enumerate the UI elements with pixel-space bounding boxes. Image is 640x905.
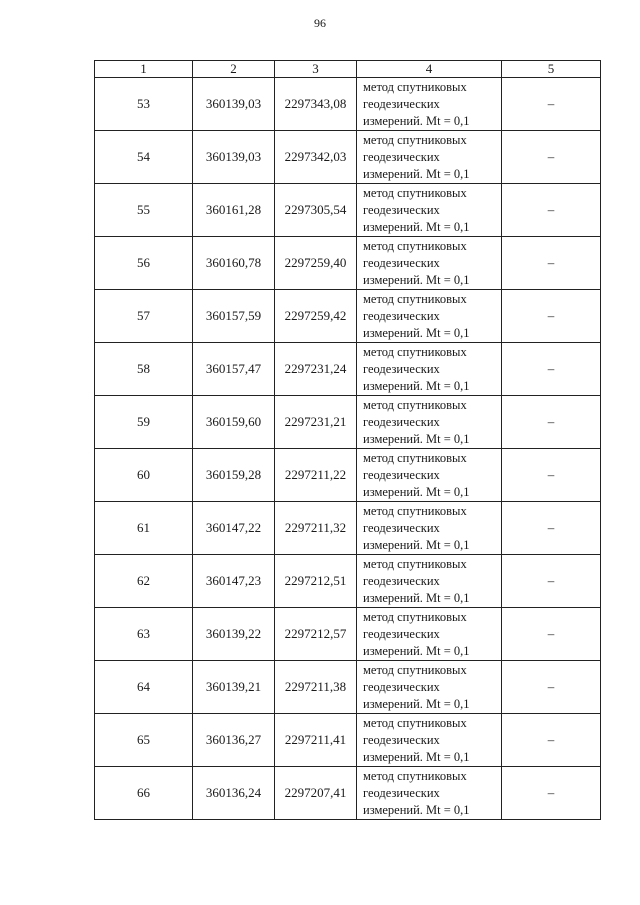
method-text-line: геодезических <box>363 308 440 323</box>
method-text-line: геодезических <box>363 785 440 800</box>
method-text-line: метод спутниковых <box>363 185 467 200</box>
method-text-line: метод спутниковых <box>363 662 467 677</box>
method-text-line: метод спутниковых <box>363 79 467 94</box>
point-number-cell: 64 <box>95 661 193 714</box>
table-row <box>95 78 601 131</box>
point-number-cell: 55 <box>95 184 193 237</box>
method-cell <box>357 343 502 396</box>
method-text-line: измерений. Mt = 0,1 <box>363 378 470 393</box>
x-coordinate-cell: 360147,23 <box>193 555 275 608</box>
point-number-cell: 60 <box>95 449 193 502</box>
method-text-line: геодезических <box>363 255 440 270</box>
header-col-1: 1 <box>95 61 193 78</box>
x-coordinate-cell: 360160,78 <box>193 237 275 290</box>
method-text-line: геодезических <box>363 202 440 217</box>
method-text-line: измерений. Mt = 0,1 <box>363 749 470 764</box>
coordinates-table <box>94 60 601 820</box>
y-coordinate-cell: 2297231,24 <box>275 343 357 396</box>
column-5-cell: – <box>502 184 601 237</box>
y-coordinate-cell: 2297259,40 <box>275 237 357 290</box>
y-coordinate-cell: 2297231,21 <box>275 396 357 449</box>
column-5-cell: – <box>502 290 601 343</box>
column-5-cell: – <box>502 714 601 767</box>
y-coordinate-cell: 2297259,42 <box>275 290 357 343</box>
method-text-line: метод спутниковых <box>363 397 467 412</box>
method-cell <box>357 449 502 502</box>
table-row <box>95 555 601 608</box>
column-5-cell: – <box>502 237 601 290</box>
y-coordinate-cell: 2297211,32 <box>275 502 357 555</box>
method-cell <box>357 237 502 290</box>
point-number-cell: 56 <box>95 237 193 290</box>
method-text-line: геодезических <box>363 361 440 376</box>
method-text-line: измерений. Mt = 0,1 <box>363 113 470 128</box>
method-cell <box>357 502 502 555</box>
method-text-line: геодезических <box>363 149 440 164</box>
method-cell <box>357 608 502 661</box>
point-number-cell: 54 <box>95 131 193 184</box>
y-coordinate-cell: 2297342,03 <box>275 131 357 184</box>
method-text-line: метод спутниковых <box>363 344 467 359</box>
method-cell <box>357 396 502 449</box>
x-coordinate-cell: 360147,22 <box>193 502 275 555</box>
x-coordinate-cell: 360136,24 <box>193 767 275 820</box>
method-text-line: метод спутниковых <box>363 556 467 571</box>
method-text-line: метод спутниковых <box>363 715 467 730</box>
table-row <box>95 449 601 502</box>
x-coordinate-cell: 360159,60 <box>193 396 275 449</box>
method-text-line: измерений. Mt = 0,1 <box>363 219 470 234</box>
table-row <box>95 661 601 714</box>
column-5-cell: – <box>502 396 601 449</box>
column-5-cell: – <box>502 767 601 820</box>
x-coordinate-cell: 360159,28 <box>193 449 275 502</box>
point-number-cell: 57 <box>95 290 193 343</box>
column-5-cell: – <box>502 343 601 396</box>
table-row <box>95 237 601 290</box>
method-text-line: измерений. Mt = 0,1 <box>363 643 470 658</box>
method-text-line: метод спутниковых <box>363 291 467 306</box>
table-header-row <box>95 61 601 78</box>
method-text-line: геодезических <box>363 573 440 588</box>
method-text-line: измерений. Mt = 0,1 <box>363 325 470 340</box>
header-col-3: 3 <box>275 61 357 78</box>
method-text-line: метод спутниковых <box>363 503 467 518</box>
y-coordinate-cell: 2297211,22 <box>275 449 357 502</box>
header-col-5: 5 <box>502 61 601 78</box>
header-col-2: 2 <box>193 61 275 78</box>
method-text-line: геодезических <box>363 96 440 111</box>
method-text-line: измерений. Mt = 0,1 <box>363 431 470 446</box>
table-row <box>95 343 601 396</box>
method-text-line: метод спутниковых <box>363 450 467 465</box>
y-coordinate-cell: 2297343,08 <box>275 78 357 131</box>
method-text-line: геодезических <box>363 679 440 694</box>
method-text-line: геодезических <box>363 467 440 482</box>
point-number-cell: 58 <box>95 343 193 396</box>
method-cell <box>357 78 502 131</box>
y-coordinate-cell: 2297305,54 <box>275 184 357 237</box>
method-cell <box>357 714 502 767</box>
x-coordinate-cell: 360157,47 <box>193 343 275 396</box>
x-coordinate-cell: 360139,22 <box>193 608 275 661</box>
method-cell <box>357 555 502 608</box>
table-row <box>95 502 601 555</box>
x-coordinate-cell: 360139,03 <box>193 131 275 184</box>
method-text-line: измерений. Mt = 0,1 <box>363 484 470 499</box>
method-text-line: измерений. Mt = 0,1 <box>363 272 470 287</box>
table-row <box>95 608 601 661</box>
y-coordinate-cell: 2297207,41 <box>275 767 357 820</box>
method-text-line: геодезических <box>363 626 440 641</box>
method-text-line: метод спутниковых <box>363 238 467 253</box>
method-text-line: метод спутниковых <box>363 768 467 783</box>
method-cell <box>357 767 502 820</box>
column-5-cell: – <box>502 78 601 131</box>
method-text-line: геодезических <box>363 520 440 535</box>
x-coordinate-cell: 360157,59 <box>193 290 275 343</box>
y-coordinate-cell: 2297212,51 <box>275 555 357 608</box>
method-cell <box>357 131 502 184</box>
method-text-line: метод спутниковых <box>363 132 467 147</box>
point-number-cell: 59 <box>95 396 193 449</box>
x-coordinate-cell: 360136,27 <box>193 714 275 767</box>
table-row <box>95 767 601 820</box>
method-text-line: измерений. Mt = 0,1 <box>363 802 470 817</box>
table-row <box>95 290 601 343</box>
method-cell <box>357 661 502 714</box>
table-row <box>95 714 601 767</box>
table-row <box>95 131 601 184</box>
table-body <box>95 78 601 820</box>
method-text-line: измерений. Mt = 0,1 <box>363 590 470 605</box>
method-text-line: измерений. Mt = 0,1 <box>363 696 470 711</box>
method-cell <box>357 184 502 237</box>
point-number-cell: 53 <box>95 78 193 131</box>
x-coordinate-cell: 360161,28 <box>193 184 275 237</box>
method-text-line: геодезических <box>363 732 440 747</box>
point-number-cell: 63 <box>95 608 193 661</box>
point-number-cell: 65 <box>95 714 193 767</box>
x-coordinate-cell: 360139,03 <box>193 78 275 131</box>
column-5-cell: – <box>502 449 601 502</box>
method-text-line: геодезических <box>363 414 440 429</box>
y-coordinate-cell: 2297211,41 <box>275 714 357 767</box>
point-number-cell: 61 <box>95 502 193 555</box>
y-coordinate-cell: 2297211,38 <box>275 661 357 714</box>
table-row <box>95 184 601 237</box>
header-col-4: 4 <box>357 61 502 78</box>
column-5-cell: – <box>502 608 601 661</box>
page-number: 96 <box>314 16 326 30</box>
point-number-cell: 62 <box>95 555 193 608</box>
table-row <box>95 396 601 449</box>
method-text-line: измерений. Mt = 0,1 <box>363 166 470 181</box>
method-text-line: измерений. Mt = 0,1 <box>363 537 470 552</box>
method-cell <box>357 290 502 343</box>
column-5-cell: – <box>502 661 601 714</box>
column-5-cell: – <box>502 502 601 555</box>
point-number-cell: 66 <box>95 767 193 820</box>
y-coordinate-cell: 2297212,57 <box>275 608 357 661</box>
column-5-cell: – <box>502 131 601 184</box>
column-5-cell: – <box>502 555 601 608</box>
method-text-line: метод спутниковых <box>363 609 467 624</box>
x-coordinate-cell: 360139,21 <box>193 661 275 714</box>
